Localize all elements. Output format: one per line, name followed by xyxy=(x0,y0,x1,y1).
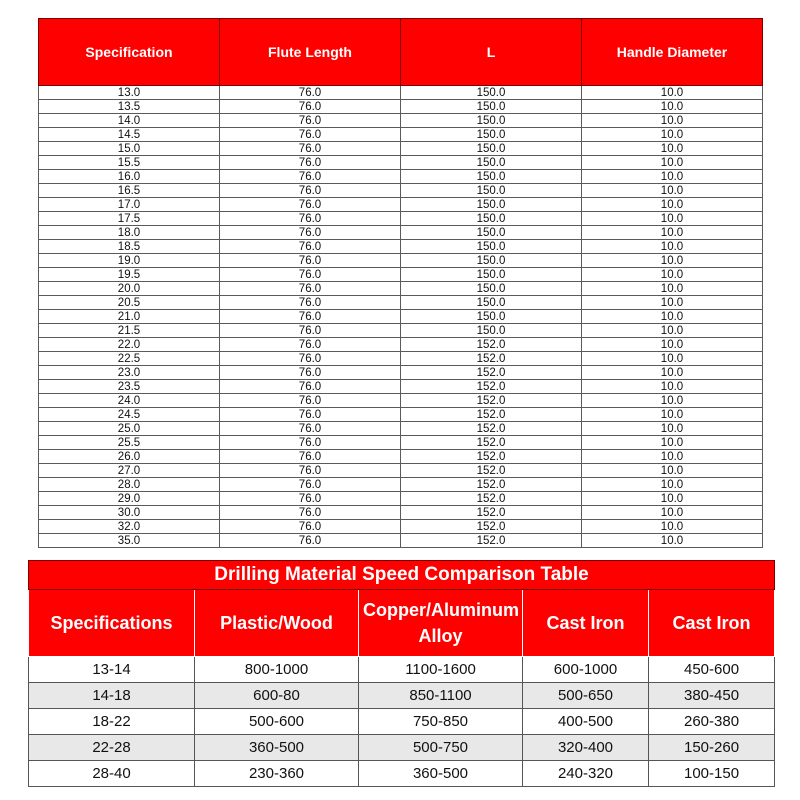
handle-diameter-cell: 10.0 xyxy=(582,324,763,338)
speed-comparison-table xyxy=(28,560,775,787)
table-row xyxy=(39,282,763,296)
handle-diameter-cell: 10.0 xyxy=(582,156,763,170)
table-row xyxy=(39,100,763,114)
handle-diameter-cell: 10.0 xyxy=(582,240,763,254)
spec-cell: 29.0 xyxy=(39,492,220,506)
cast-iron-cell-2: 380-450 xyxy=(649,683,775,709)
table-row xyxy=(39,534,763,548)
handle-diameter-cell: 10.0 xyxy=(582,366,763,380)
table-row xyxy=(39,492,763,506)
plastic-wood-cell: 600-80 xyxy=(195,683,359,709)
flute-length-cell: 76.0 xyxy=(220,268,401,282)
table-row xyxy=(39,142,763,156)
flute-length-cell: 76.0 xyxy=(220,86,401,100)
l-cell: 152.0 xyxy=(401,478,582,492)
l-cell: 150.0 xyxy=(401,170,582,184)
spec-cell: 15.5 xyxy=(39,156,220,170)
spec-cell: 20.0 xyxy=(39,282,220,296)
table-row xyxy=(39,520,763,534)
table-row xyxy=(39,128,763,142)
table-row xyxy=(29,735,775,761)
handle-diameter-cell: 10.0 xyxy=(582,534,763,548)
header-handle-diameter: Handle Diameter xyxy=(582,19,763,86)
flute-length-cell: 76.0 xyxy=(220,240,401,254)
specifications-cell: 22-28 xyxy=(29,735,195,761)
table-row xyxy=(39,268,763,282)
spec-cell: 21.0 xyxy=(39,310,220,324)
cast-iron-cell-1: 500-650 xyxy=(523,683,649,709)
table-row xyxy=(39,254,763,268)
flute-length-cell: 76.0 xyxy=(220,464,401,478)
flute-length-cell: 76.0 xyxy=(220,184,401,198)
handle-diameter-cell: 10.0 xyxy=(582,478,763,492)
l-cell: 150.0 xyxy=(401,240,582,254)
table-row xyxy=(39,156,763,170)
handle-diameter-cell: 10.0 xyxy=(582,506,763,520)
l-cell: 152.0 xyxy=(401,408,582,422)
handle-diameter-cell: 10.0 xyxy=(582,520,763,534)
spec-cell: 25.5 xyxy=(39,436,220,450)
spec-cell: 17.0 xyxy=(39,198,220,212)
handle-diameter-cell: 10.0 xyxy=(582,296,763,310)
flute-length-cell: 76.0 xyxy=(220,226,401,240)
flute-length-cell: 76.0 xyxy=(220,254,401,268)
spec-cell: 26.0 xyxy=(39,450,220,464)
spec-cell: 23.5 xyxy=(39,380,220,394)
handle-diameter-cell: 10.0 xyxy=(582,436,763,450)
flute-length-cell: 76.0 xyxy=(220,212,401,226)
handle-diameter-cell: 10.0 xyxy=(582,212,763,226)
plastic-wood-cell: 800-1000 xyxy=(195,657,359,683)
handle-diameter-cell: 10.0 xyxy=(582,380,763,394)
handle-diameter-cell: 10.0 xyxy=(582,464,763,478)
spec-cell: 24.0 xyxy=(39,394,220,408)
l-cell: 152.0 xyxy=(401,520,582,534)
flute-length-cell: 76.0 xyxy=(220,366,401,380)
cast-iron-cell-2: 150-260 xyxy=(649,735,775,761)
l-cell: 150.0 xyxy=(401,310,582,324)
table-row xyxy=(29,709,775,735)
flute-length-cell: 76.0 xyxy=(220,422,401,436)
table-row xyxy=(29,683,775,709)
cast-iron-cell-1: 600-1000 xyxy=(523,657,649,683)
spec-cell: 21.5 xyxy=(39,324,220,338)
flute-length-cell: 76.0 xyxy=(220,394,401,408)
spec-cell: 15.0 xyxy=(39,142,220,156)
flute-length-cell: 76.0 xyxy=(220,506,401,520)
table-row xyxy=(39,170,763,184)
l-cell: 152.0 xyxy=(401,352,582,366)
l-cell: 150.0 xyxy=(401,128,582,142)
flute-length-cell: 76.0 xyxy=(220,478,401,492)
speed-table-title-row xyxy=(29,561,775,590)
spec-cell: 28.0 xyxy=(39,478,220,492)
l-cell: 150.0 xyxy=(401,100,582,114)
flute-length-cell: 76.0 xyxy=(220,352,401,366)
copper-aluminum-cell: 750-850 xyxy=(359,709,523,735)
spec-cell: 25.0 xyxy=(39,422,220,436)
l-cell: 152.0 xyxy=(401,436,582,450)
handle-diameter-cell: 10.0 xyxy=(582,282,763,296)
spec-cell: 30.0 xyxy=(39,506,220,520)
speed-table-title: Drilling Material Speed Comparison Table xyxy=(29,561,775,590)
spec-cell: 13.0 xyxy=(39,86,220,100)
spec-cell: 18.5 xyxy=(39,240,220,254)
l-cell: 150.0 xyxy=(401,198,582,212)
handle-diameter-cell: 10.0 xyxy=(582,128,763,142)
flute-length-cell: 76.0 xyxy=(220,436,401,450)
table-row xyxy=(29,657,775,683)
copper-aluminum-cell: 1100-1600 xyxy=(359,657,523,683)
plastic-wood-cell: 500-600 xyxy=(195,709,359,735)
l-cell: 150.0 xyxy=(401,254,582,268)
handle-diameter-cell: 10.0 xyxy=(582,254,763,268)
handle-diameter-cell: 10.0 xyxy=(582,184,763,198)
l-cell: 150.0 xyxy=(401,86,582,100)
table-row xyxy=(39,366,763,380)
handle-diameter-cell: 10.0 xyxy=(582,422,763,436)
spec-cell: 13.5 xyxy=(39,100,220,114)
table-row xyxy=(39,114,763,128)
flute-length-cell: 76.0 xyxy=(220,450,401,464)
table-row xyxy=(39,226,763,240)
spec-cell: 17.5 xyxy=(39,212,220,226)
spec-cell: 32.0 xyxy=(39,520,220,534)
spec-cell: 18.0 xyxy=(39,226,220,240)
spec-cell: 22.5 xyxy=(39,352,220,366)
drill-spec-table xyxy=(38,18,763,548)
spec-cell: 16.0 xyxy=(39,170,220,184)
table-row xyxy=(39,198,763,212)
l-cell: 150.0 xyxy=(401,212,582,226)
cast-iron-cell-2: 450-600 xyxy=(649,657,775,683)
handle-diameter-cell: 10.0 xyxy=(582,408,763,422)
l-cell: 150.0 xyxy=(401,226,582,240)
header-cast-iron-2: Cast Iron xyxy=(649,590,775,657)
table-row xyxy=(39,212,763,226)
handle-diameter-cell: 10.0 xyxy=(582,310,763,324)
handle-diameter-cell: 10.0 xyxy=(582,114,763,128)
spec-cell: 24.5 xyxy=(39,408,220,422)
handle-diameter-cell: 10.0 xyxy=(582,338,763,352)
header-cast-iron-1: Cast Iron xyxy=(523,590,649,657)
spec-cell: 27.0 xyxy=(39,464,220,478)
spec-table-header-row xyxy=(39,19,763,86)
cast-iron-cell-2: 100-150 xyxy=(649,761,775,787)
table-row xyxy=(39,338,763,352)
table-row xyxy=(39,380,763,394)
flute-length-cell: 76.0 xyxy=(220,100,401,114)
table-row xyxy=(39,394,763,408)
flute-length-cell: 76.0 xyxy=(220,534,401,548)
flute-length-cell: 76.0 xyxy=(220,156,401,170)
header-specification: Specification xyxy=(39,19,220,86)
handle-diameter-cell: 10.0 xyxy=(582,268,763,282)
l-cell: 150.0 xyxy=(401,114,582,128)
flute-length-cell: 76.0 xyxy=(220,338,401,352)
flute-length-cell: 76.0 xyxy=(220,296,401,310)
table-row xyxy=(39,352,763,366)
table-row xyxy=(39,506,763,520)
header-specifications: Specifications xyxy=(29,590,195,657)
copper-aluminum-cell: 360-500 xyxy=(359,761,523,787)
flute-length-cell: 76.0 xyxy=(220,142,401,156)
l-cell: 150.0 xyxy=(401,296,582,310)
l-cell: 150.0 xyxy=(401,268,582,282)
flute-length-cell: 76.0 xyxy=(220,520,401,534)
flute-length-cell: 76.0 xyxy=(220,408,401,422)
flute-length-cell: 76.0 xyxy=(220,380,401,394)
table-row xyxy=(39,450,763,464)
handle-diameter-cell: 10.0 xyxy=(582,86,763,100)
cast-iron-cell-1: 400-500 xyxy=(523,709,649,735)
specifications-cell: 14-18 xyxy=(29,683,195,709)
flute-length-cell: 76.0 xyxy=(220,114,401,128)
handle-diameter-cell: 10.0 xyxy=(582,492,763,506)
spec-cell: 19.5 xyxy=(39,268,220,282)
l-cell: 152.0 xyxy=(401,422,582,436)
l-cell: 152.0 xyxy=(401,338,582,352)
spec-cell: 14.0 xyxy=(39,114,220,128)
spec-cell: 19.0 xyxy=(39,254,220,268)
l-cell: 150.0 xyxy=(401,156,582,170)
l-cell: 150.0 xyxy=(401,142,582,156)
flute-length-cell: 76.0 xyxy=(220,492,401,506)
l-cell: 152.0 xyxy=(401,366,582,380)
spec-cell: 23.0 xyxy=(39,366,220,380)
copper-aluminum-cell: 850-1100 xyxy=(359,683,523,709)
table-row xyxy=(39,184,763,198)
handle-diameter-cell: 10.0 xyxy=(582,450,763,464)
l-cell: 152.0 xyxy=(401,464,582,478)
specifications-cell: 28-40 xyxy=(29,761,195,787)
l-cell: 150.0 xyxy=(401,282,582,296)
l-cell: 152.0 xyxy=(401,506,582,520)
copper-aluminum-cell: 500-750 xyxy=(359,735,523,761)
table-row xyxy=(39,310,763,324)
l-cell: 152.0 xyxy=(401,534,582,548)
handle-diameter-cell: 10.0 xyxy=(582,198,763,212)
table-row xyxy=(39,478,763,492)
spec-cell: 22.0 xyxy=(39,338,220,352)
flute-length-cell: 76.0 xyxy=(220,198,401,212)
cast-iron-cell-2: 260-380 xyxy=(649,709,775,735)
specifications-cell: 13-14 xyxy=(29,657,195,683)
l-cell: 152.0 xyxy=(401,380,582,394)
spec-cell: 35.0 xyxy=(39,534,220,548)
flute-length-cell: 76.0 xyxy=(220,282,401,296)
spec-cell: 14.5 xyxy=(39,128,220,142)
header-l: L xyxy=(401,19,582,86)
handle-diameter-cell: 10.0 xyxy=(582,142,763,156)
cast-iron-cell-1: 320-400 xyxy=(523,735,649,761)
table-row xyxy=(39,408,763,422)
spec-cell: 20.5 xyxy=(39,296,220,310)
table-row xyxy=(39,296,763,310)
table-row xyxy=(39,324,763,338)
table-row xyxy=(39,464,763,478)
handle-diameter-cell: 10.0 xyxy=(582,170,763,184)
l-cell: 150.0 xyxy=(401,324,582,338)
handle-diameter-cell: 10.0 xyxy=(582,394,763,408)
l-cell: 152.0 xyxy=(401,492,582,506)
handle-diameter-cell: 10.0 xyxy=(582,226,763,240)
header-flute-length: Flute Length xyxy=(220,19,401,86)
l-cell: 150.0 xyxy=(401,184,582,198)
l-cell: 152.0 xyxy=(401,450,582,464)
flute-length-cell: 76.0 xyxy=(220,324,401,338)
table-row xyxy=(39,422,763,436)
flute-length-cell: 76.0 xyxy=(220,310,401,324)
flute-length-cell: 76.0 xyxy=(220,128,401,142)
header-plastic-wood: Plastic/Wood xyxy=(195,590,359,657)
flute-length-cell: 76.0 xyxy=(220,170,401,184)
table-row xyxy=(29,761,775,787)
handle-diameter-cell: 10.0 xyxy=(582,352,763,366)
table-row xyxy=(39,86,763,100)
header-copper-aluminum-alloy: Copper/Aluminum Alloy xyxy=(359,590,523,657)
specifications-cell: 18-22 xyxy=(29,709,195,735)
handle-diameter-cell: 10.0 xyxy=(582,100,763,114)
l-cell: 152.0 xyxy=(401,394,582,408)
plastic-wood-cell: 230-360 xyxy=(195,761,359,787)
speed-table-header-row xyxy=(29,590,775,657)
table-row xyxy=(39,436,763,450)
spec-cell: 16.5 xyxy=(39,184,220,198)
cast-iron-cell-1: 240-320 xyxy=(523,761,649,787)
table-row xyxy=(39,240,763,254)
plastic-wood-cell: 360-500 xyxy=(195,735,359,761)
